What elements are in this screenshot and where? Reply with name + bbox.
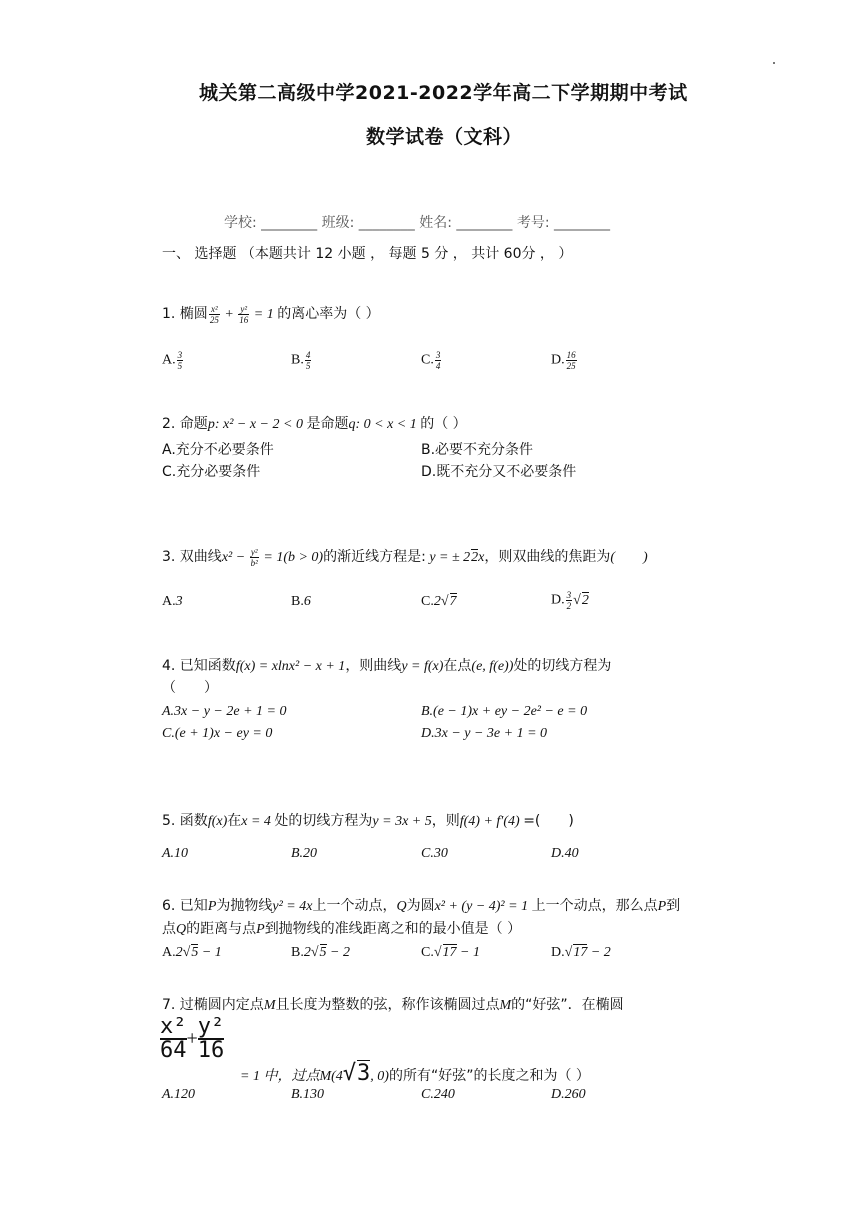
school-label: 学校: [224,215,257,231]
question-4-cont: （ ） [162,680,218,696]
q1-option-b[interactable]: B. $\frac{4}{5}$ [291,350,311,371]
q4-option-b[interactable]: B.(e − 1)x + ey − 2e² − e = 0 [421,704,588,719]
q4-option-c[interactable]: C.(e + 1)x − ey = 0 [162,726,273,741]
page-title-line1: 城关第二高级中学2021-2022学年高二下学期期中考试 [199,82,688,104]
q2-option-a[interactable]: A.充分不必要条件 [162,442,274,458]
class-field[interactable]: ________ [358,215,415,231]
q1-option-d[interactable]: D. $\frac{16}{25}$ [551,350,576,371]
school-field[interactable]: ________ [261,215,318,231]
q6-option-c[interactable]: C.√17 − 1 [421,945,480,960]
q3-option-d[interactable]: D. $\frac{3}{2}$ √2 [551,590,589,611]
question-4: 4. 已知函数f(x) = xlnx² − x + 1，则曲线y = f(x)在点(e, f(e))处的切线方程为 [162,658,612,674]
question-3: 3. 双曲线x² − $\frac{\text{y²}}{\text{b²}}$ = 1(b > 0)的渐近线方程是: y = ± 22x，则双曲线的焦距为( ) [162,546,648,568]
question-5: 5. 函数f(x)在x = 4 处的切线方程为y = 3x + 5，则f(4) + f′(4) =( ) [162,813,574,829]
q4-option-a[interactable]: A.3x − y − 2e + 1 = 0 [162,704,287,719]
q3-option-b[interactable]: B.6 [291,594,311,609]
q2-option-c[interactable]: C.充分必要条件 [162,464,261,480]
question-7-line3: = 1 中，过点M(4√3, 0)的所有“好弦”的长度之和为（ ） [240,1061,590,1086]
question-7-line1: 7. 过椭圆内定点M且长度为整数的弦，称作该椭圆过点M的“好弦”．在椭圆 [162,997,624,1013]
name-field[interactable]: ________ [456,215,513,231]
q7-option-d[interactable]: D.260 [551,1087,586,1102]
student-info-row [224,212,610,232]
q5-option-a[interactable]: A.10 [162,846,189,861]
question-6-line1: 6. 已知P为抛物线y² = 4x上一个动点，Q为圆x² + (y − 4)² = 1 上一个动点，那么点P到 [162,898,681,914]
q5-option-c[interactable]: C.30 [421,846,448,861]
corner-dot [773,62,775,64]
q5-option-d[interactable]: D.40 [551,846,579,861]
q6-option-b[interactable]: B.2√5 − 2 [291,945,350,960]
page-title-line2: 数学试卷（文科） [366,126,523,148]
class-label: 班级: [321,215,355,231]
question-1: 1. 椭圆 $\frac{\text{x²}}{25}$ + $\frac{\text{y²}}{16}$ = 1 的离心率为（ ） [162,303,380,325]
q3-option-c[interactable]: C.2√7 [421,594,457,609]
question-2: 2. 命题p: x² − x − 2 < 0 是命题q: 0 < x < 1 的（ ） [162,416,467,432]
q2-option-b[interactable]: B.必要不充分条件 [421,442,534,458]
q7-ellipse-equation: $\frac{\text{x²}}{64}$ + $\frac{\text{y²}}{16}$ [160,1014,225,1063]
exam-no-label: 考号: [516,215,550,231]
name-label: 姓名: [419,215,452,231]
q6-option-d[interactable]: D.√17 − 2 [551,945,611,960]
q1-option-a[interactable]: A. $\frac{3}{5}$ [162,350,183,371]
exam-no-field[interactable]: ________ [554,215,611,231]
q5-option-b[interactable]: B.20 [291,846,318,861]
q7-option-c[interactable]: C.240 [421,1087,455,1102]
section-heading: 一、 选择题 （本题共计 12 小题 ， 每题 5 分 ， 共计 60分 ， ） [162,246,573,262]
question-6-line2: 点Q的距离与点P到抛物线的准线距离之和的最小值是（ ） [162,921,522,937]
q4-option-d[interactable]: D.3x − y − 3e + 1 = 0 [421,726,548,741]
q2-option-d[interactable]: D.既不充分又不必要条件 [421,464,577,480]
q6-option-a[interactable]: A.2√5 − 1 [162,945,222,960]
q3-option-a[interactable]: A.3 [162,594,183,609]
q7-option-b[interactable]: B.130 [291,1087,325,1102]
q1-option-c[interactable]: C. $\frac{3}{4}$ [421,350,441,371]
q7-option-a[interactable]: A.120 [162,1087,196,1102]
